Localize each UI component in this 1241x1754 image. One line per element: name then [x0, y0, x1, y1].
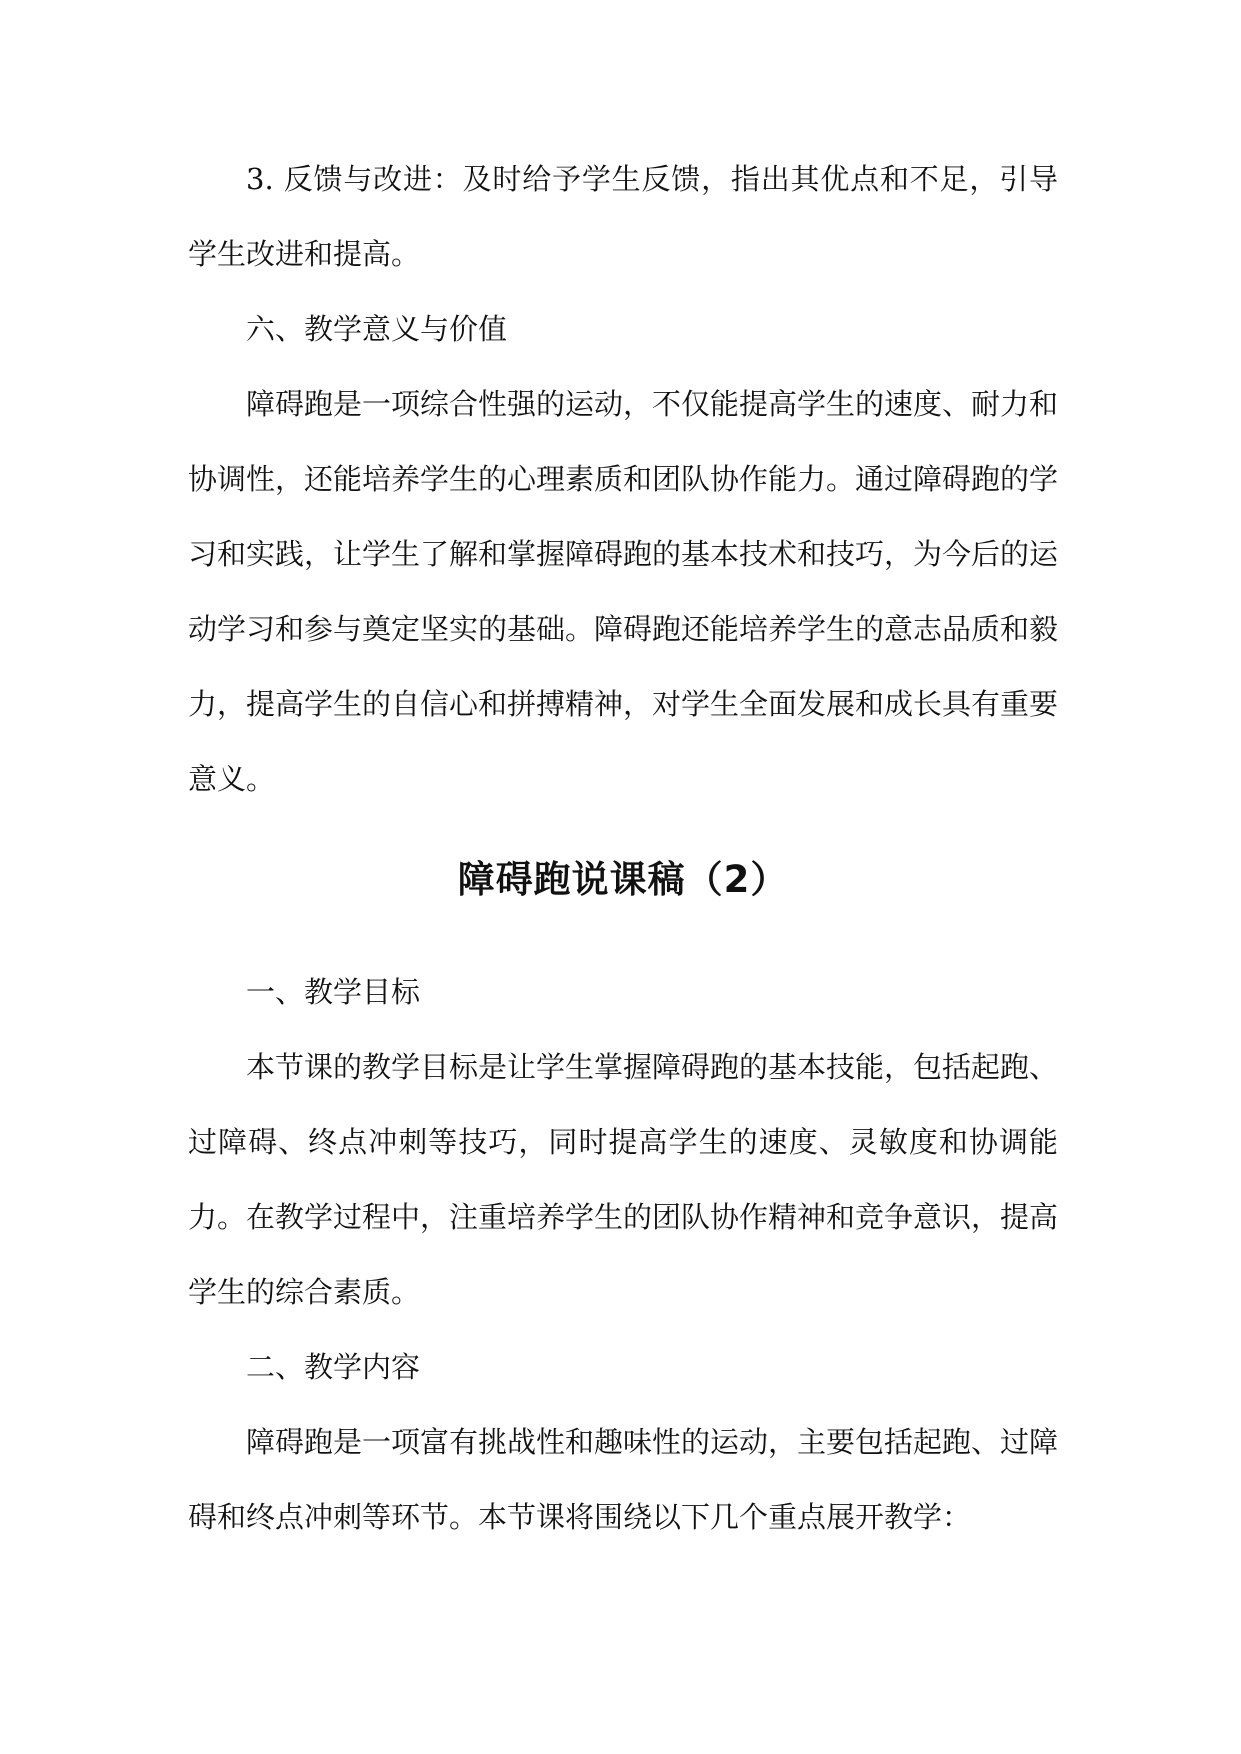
section-heading-significance: 六、教学意义与价值: [246, 312, 508, 346]
section-heading-content: 二、教学内容: [246, 1350, 421, 1384]
paragraph-content: 障碍跑是一项富有挑战性和趣味性的运动，主要包括起跑、过障碍和终点冲刺等环节。本节课将围绕以下几个重点展开教学：: [188, 1425, 1059, 1534]
spacer: [188, 817, 1058, 855]
paragraph-objectives: 本节课的教学目标是让学生掌握障碍跑的基本技能，包括起跑、过障碍、终点冲刺等技巧，同时提高学生的速度、灵敏度和协调能力。在教学过程中，注重培养学生的团队协作精神和竞争意识，提高学生的综合素质。: [188, 1050, 1059, 1309]
list-item-feedback: 3. 反馈与改进：及时给予学生反馈，指出其优点和不足，引导学生改进和提高。: [188, 162, 1058, 271]
document-body: [188, 142, 1058, 1555]
document-title: 障碍跑说课稿（2）: [457, 858, 789, 901]
section-heading-objectives: 一、教学目标: [246, 975, 421, 1009]
paragraph-significance: 障碍跑是一项综合性强的运动，不仅能提高学生的速度、耐力和协调性，还能培养学生的心理素质和团队协作能力。通过障碍跑的学习和实践，让学生了解和掌握障碍跑的基本技术和技巧，为今后的运动学习和参与奠定坚实的基础。障碍跑还能培养学生的意志品质和毅力，提高学生的自信心和拼搏精神，对学生全面发展和成长具有重要意义。: [188, 387, 1059, 796]
spacer: [188, 905, 1058, 955]
